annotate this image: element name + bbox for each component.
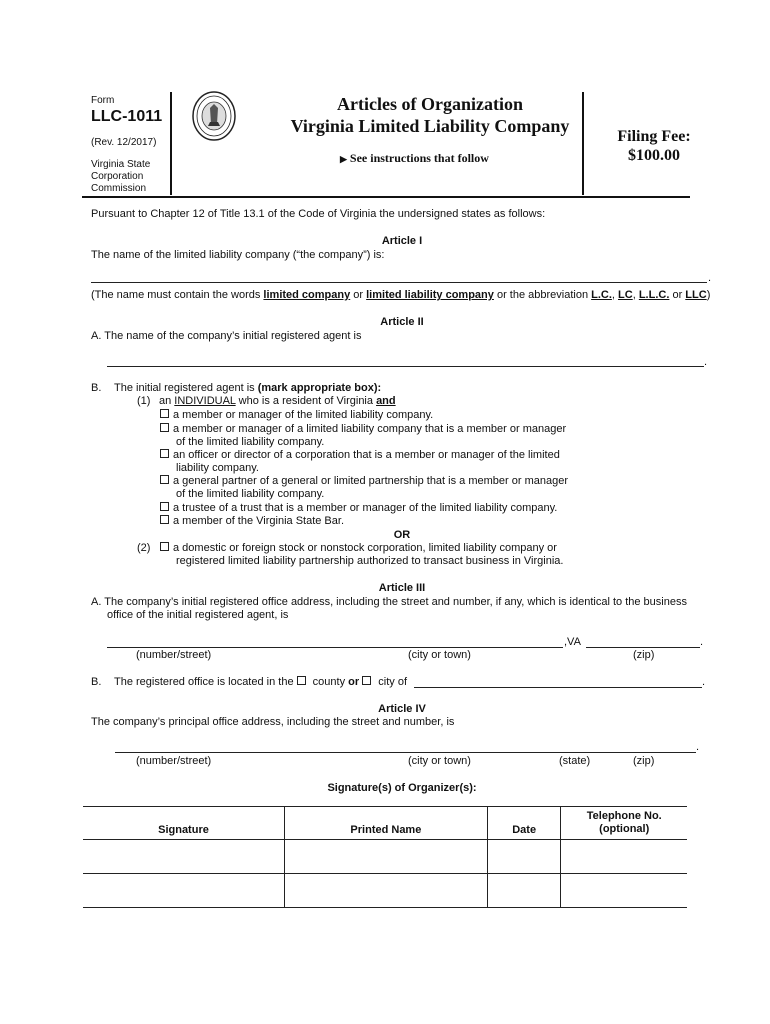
telephone-cell[interactable] [561, 874, 687, 908]
choice-member-manager[interactable]: a member or manager of the limited liability company. [160, 409, 433, 422]
signatures-heading: Signature(s) of Organizer(s): [327, 782, 477, 794]
registered-agent-name-field[interactable] [107, 366, 704, 367]
period: . [700, 636, 704, 648]
table-row [83, 840, 687, 874]
form-number: LLC-1011 [91, 108, 163, 125]
city-label: (city or town) [408, 649, 471, 661]
va-label: ,VA [564, 636, 581, 648]
virginia-seal-icon [191, 90, 237, 142]
city-label: (city or town) [408, 755, 471, 767]
principal-office-field[interactable] [115, 752, 696, 753]
choice-member-manager-llc[interactable]: a member or manager of a limited liability company that is a member or manager [160, 423, 566, 436]
agency-line3: Commission [91, 183, 147, 194]
telephone-cell[interactable] [561, 840, 687, 874]
date-cell[interactable] [487, 840, 561, 874]
printed-name-cell[interactable] [284, 874, 487, 908]
signature-cell[interactable] [83, 874, 284, 908]
checkbox[interactable] [160, 542, 169, 551]
revision: (Rev. 12/2017) [91, 137, 157, 148]
filing-fee-amount: $100.00 [628, 147, 680, 164]
article3-a-line1: A. The company’s initial registered office address, including the street and number, if any, which is identical to the business [91, 596, 687, 608]
period: . [708, 272, 712, 284]
agency-line2: Corporation [91, 171, 144, 182]
triangle-right-icon: ▶ [340, 154, 347, 164]
choice-cont: of the limited liability company. [176, 488, 325, 500]
title-line2: Virginia Limited Liability Company [290, 116, 570, 136]
checkbox[interactable] [160, 475, 169, 484]
choice-trustee[interactable]: a trustee of a trust that is a member or manager of the limited liability company. [160, 502, 557, 515]
company-name-field[interactable] [91, 282, 707, 283]
checkbox[interactable] [160, 515, 169, 524]
signature-table [83, 806, 687, 908]
col-signature: Signature [158, 824, 209, 836]
checkbox[interactable] [160, 449, 169, 458]
period: . [702, 676, 706, 688]
street-label: (number/street) [136, 755, 212, 767]
date-cell[interactable] [487, 874, 561, 908]
article2-b-text: The initial registered agent is (mark appropriate box): [114, 382, 382, 394]
article1-heading: Article I [381, 235, 423, 247]
agency-line1: Virginia State [91, 159, 151, 170]
zip-label: (zip) [633, 649, 655, 661]
col-telephone: Telephone No. (optional) [561, 807, 687, 840]
article4-heading: Article IV [378, 703, 426, 715]
header-divider-right [582, 92, 584, 195]
registered-office-street-city-field[interactable] [107, 647, 563, 648]
checkbox[interactable] [160, 423, 169, 432]
intro-text: Pursuant to Chapter 12 of Title 13.1 of the Code of Virginia the undersigned states as follows: [91, 208, 546, 220]
choice-corporation[interactable]: a domestic or foreign stock or nonstock corporation, limited liability company or [160, 542, 557, 555]
checkbox[interactable] [160, 409, 169, 418]
county-city-field[interactable] [414, 687, 702, 688]
article3-heading: Article III [378, 582, 426, 594]
registered-office-zip-field[interactable] [586, 647, 700, 648]
article1-note: (The name must contain the words limited company or limited liability company or the abbreviation L.C., LC, L.L.C. or LLC) [91, 289, 711, 301]
choice-cont: liability company. [176, 462, 259, 474]
article3-b-label: B. [91, 676, 102, 688]
col-date: Date [487, 807, 561, 840]
option1-text: an INDIVIDUAL who is a resident of Virginia and [159, 395, 396, 407]
signature-cell[interactable] [83, 840, 284, 874]
printed-name-cell[interactable] [284, 840, 487, 874]
period: . [696, 741, 700, 753]
article2-a-text: A. The name of the company’s initial registered agent is [91, 330, 362, 342]
filing-fee-label: Filing Fee: [617, 128, 691, 145]
option2-line2: registered limited liability partnership authorized to transact business in Virginia. [176, 555, 564, 567]
article3-a-line2: office of the initial registered agent, is [107, 609, 289, 621]
state-label: (state) [559, 755, 591, 767]
header-rule [82, 196, 690, 198]
article3-b-text: The registered office is located in the county or city of [114, 676, 408, 688]
article4-text: The company’s principal office address, including the street and number, is [91, 716, 455, 728]
col-printed-name: Printed Name [284, 807, 487, 840]
table-row [83, 874, 687, 908]
period: . [704, 356, 708, 368]
form-label: Form [91, 95, 115, 106]
choice-officer-director[interactable]: an officer or director of a corporation that is a member or manager of the limited [160, 449, 560, 462]
zip-label: (zip) [633, 755, 655, 767]
header-divider-left [170, 92, 172, 195]
option1-number: (1) [137, 395, 151, 407]
checkbox[interactable] [160, 502, 169, 511]
or-label: OR [393, 529, 411, 541]
county-checkbox[interactable] [297, 676, 306, 685]
title-line1: Articles of Organization [337, 94, 523, 114]
choice-general-partner[interactable]: a general partner of a general or limited partnership that is a member or manager [160, 475, 568, 488]
article2-heading: Article II [380, 316, 424, 328]
option2-number: (2) [137, 542, 151, 554]
article1-text: The name of the limited liability company (“the company”) is: [91, 249, 385, 261]
choice-state-bar[interactable]: a member of the Virginia State Bar. [160, 515, 344, 528]
article2-b-label: B. [91, 382, 102, 394]
city-checkbox[interactable] [362, 676, 371, 685]
street-label: (number/street) [136, 649, 212, 661]
choice-cont: of the limited liability company. [176, 436, 325, 448]
instructions-note: ▶ See instructions that follow [340, 151, 489, 165]
